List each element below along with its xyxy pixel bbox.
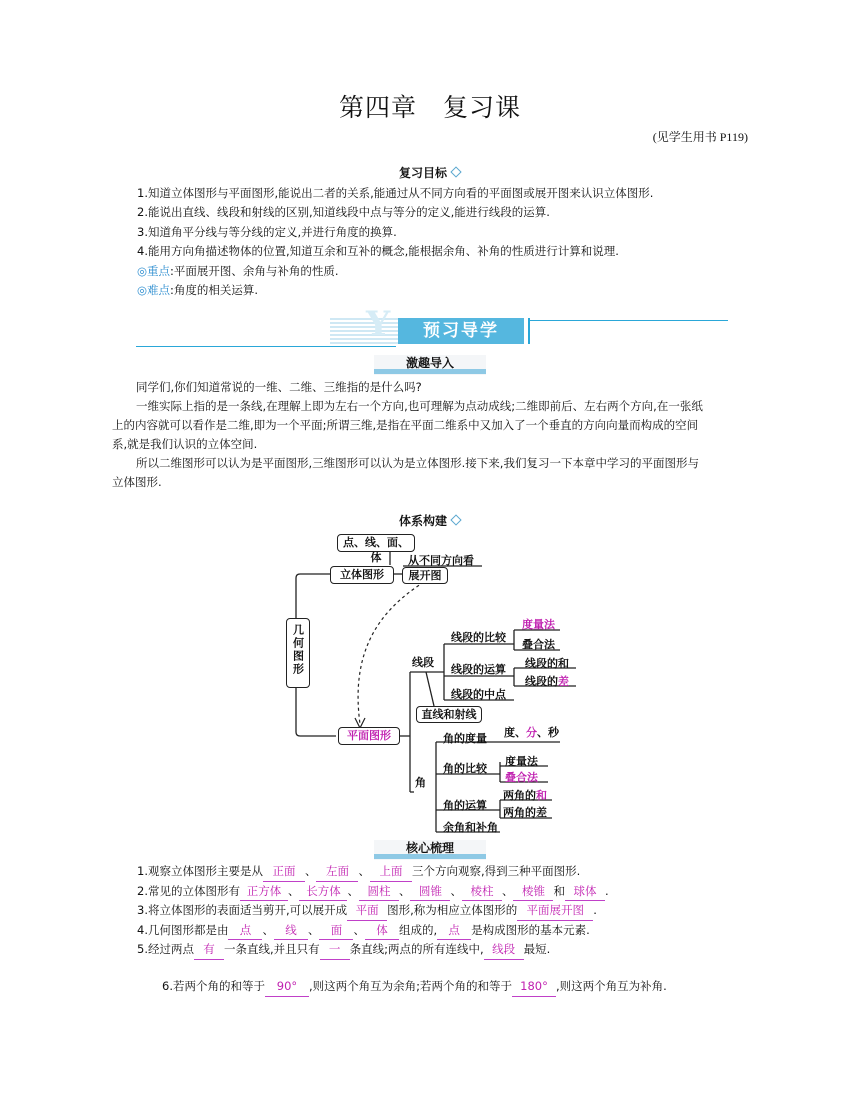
view-label: 从不同方向看 — [408, 554, 474, 567]
line-ray-node: 直线和射线 — [416, 706, 482, 723]
segment-compare: 线段的比较 — [451, 631, 506, 644]
intro-paragraph: 系,就是我们认识的立体空间. — [112, 437, 258, 451]
answer-blank: 上面 — [370, 862, 412, 882]
core-text: 、 — [287, 883, 300, 898]
core-text: 、 — [307, 922, 320, 937]
structure-heading-text: 体系构建 — [399, 514, 448, 528]
unfold-node: 展开图 — [402, 567, 448, 584]
points-lines-node: 点、线、面、体 — [337, 534, 415, 552]
core-list — [137, 862, 609, 960]
answer-blank: 棱锥 — [513, 882, 553, 902]
banner-title: 预习导学 — [398, 318, 524, 344]
angle-units-a: 度、 — [504, 726, 526, 739]
core-item-3 — [137, 901, 609, 921]
answer-blank: 棱柱 — [462, 882, 502, 902]
core-text: 、 — [262, 922, 274, 937]
angle-measure: 角的度量 — [443, 732, 487, 745]
core-text: 2.常见的立体图形有 — [137, 883, 240, 898]
core-text: 3.将立体图形的表面适当剪开,可以展开成 — [137, 903, 348, 918]
intro-paragraph: 同学们,你们知道常说的一维、二维、三维指的是什么吗? — [136, 380, 422, 394]
core-item-5 — [137, 940, 609, 960]
objective-item: 1.知道立体图形与平面图形,能说出二者的关系,能通过从不同方向看的平面图或展开图来认识立体图形. — [137, 186, 654, 200]
root-node — [286, 618, 310, 688]
angle-compare: 角的比较 — [443, 762, 487, 775]
answer-blank: 圆锥 — [410, 882, 450, 902]
answer-blank: 有 — [194, 940, 224, 960]
answer-blank: 90° — [265, 977, 309, 997]
answer-blank: 平面展开图 — [517, 901, 593, 921]
key-point-label: ◎重点 — [137, 263, 171, 278]
answer-blank: 体 — [365, 921, 399, 941]
core-text: ,则这两个角互为补角. — [556, 979, 667, 993]
core-text: 和 — [553, 883, 565, 898]
difficult-point-label: ◎难点 — [137, 283, 171, 298]
segment-sum: 线段的和 — [525, 657, 569, 670]
segment-diff-answer: 差 — [558, 675, 569, 688]
key-point-text: :平面展开图、余角与补角的性质. — [170, 263, 339, 278]
core-text: 、 — [347, 883, 359, 898]
connector-line — [426, 672, 434, 706]
segment-label: 线段 — [412, 656, 434, 669]
answer-blank: 左面 — [316, 862, 358, 882]
core-text: 图形,称为相应立体图形的 — [387, 903, 518, 918]
core-text: 6.若两个角的和等于 — [162, 979, 265, 993]
angle-sum — [503, 787, 547, 803]
angle-units — [504, 724, 559, 740]
angle-measure-method: 度量法 — [505, 755, 538, 768]
core-text: 、 — [398, 883, 411, 898]
intro-heading-text: 激趣导入 — [405, 356, 454, 370]
connector-line — [296, 574, 330, 618]
root-label: 几何图形 — [291, 624, 305, 676]
core-text: 1.观察立体图形主要是从 — [137, 864, 263, 878]
core-text: ,则这两个角互为余角;若两个角的和等于 — [308, 979, 513, 993]
core-heading — [374, 840, 486, 860]
objective-item: 2.能说出直线、线段和射线的区别,知道线段中点与等分的定义,能进行线段的运算. — [137, 205, 550, 220]
core-text: 、 — [358, 864, 370, 878]
page-title: 第四章 复习课 — [338, 93, 521, 122]
answer-blank: 点 — [437, 921, 471, 941]
intro-paragraph: 一维实际上指的是一条线,在理解上即为左右一个方向,也可理解为点动成线;二维即前后、左右两个方向,在一张纸 — [136, 399, 703, 413]
core-text: 、 — [450, 883, 462, 898]
answer-blank: 正方体 — [240, 882, 288, 902]
answer-blank: 点 — [228, 921, 262, 941]
objective-item: 3.知道角平分线与等分线的定义,并进行角度的换算. — [137, 224, 397, 239]
page-reference: (见学生用书 P119) — [652, 130, 748, 144]
difficult-point-text: :角度的相关运算. — [170, 283, 259, 298]
answer-blank: 线段 — [484, 940, 524, 960]
core-text: . — [593, 903, 597, 918]
answer-blank: 面 — [319, 921, 353, 941]
core-text: . — [604, 883, 609, 898]
angle-units-answer: 分 — [526, 726, 537, 739]
answer-blank: 平面 — [347, 901, 387, 921]
core-item-1 — [137, 862, 609, 882]
connector-line — [296, 682, 336, 736]
core-heading-text: 核心梳理 — [405, 841, 454, 855]
angle-sum-answer: 和 — [536, 789, 547, 802]
answer-blank: 180° — [512, 977, 556, 997]
segment-diff — [525, 673, 569, 689]
angle-calc: 角的运算 — [443, 799, 487, 812]
angle-label: 角 — [415, 776, 426, 789]
core-text: 、 — [304, 864, 317, 878]
solid-figure-node: 立体图形 — [330, 566, 394, 584]
core-text: 一条直线,并且只有 — [223, 942, 320, 957]
core-text: 最短. — [523, 942, 551, 957]
core-item-6 — [162, 977, 667, 997]
core-text: 4.几何图形都是由 — [137, 922, 229, 937]
angle-diff: 两角的差 — [503, 806, 547, 819]
intro-paragraph: 立体图形. — [112, 475, 162, 489]
segment-calc: 线段的运算 — [451, 663, 506, 676]
angle-overlap-method: 叠合法 — [505, 771, 538, 784]
answer-blank: 长方体 — [299, 882, 347, 902]
banner-letter: Y — [366, 304, 391, 344]
segment-measure: 度量法 — [522, 618, 555, 631]
intro-paragraph: 上的内容就可以看作是二维,即为一个平面;所谓三维,是指在平面二维系中又加入了一个垂直的方向向量而构成的空间 — [112, 418, 699, 432]
core-text: 、 — [501, 883, 514, 898]
core-text: 、 — [353, 922, 365, 937]
dashed-arrow — [358, 582, 424, 724]
core-text: 三个方向观察,得到三种平面图形. — [411, 864, 581, 878]
core-text: 组成的, — [398, 922, 438, 937]
core-text: 是构成图形的基本元素. — [471, 922, 590, 937]
segment-overlap: 叠合法 — [522, 638, 555, 651]
core-text: 5.经过两点 — [137, 942, 194, 957]
core-text: 条直线;两点的所有连线中, — [349, 942, 484, 957]
objective-item: 4.能用方向角描述物体的位置,知道互余和互补的概念,能根据余角、补角的性质进行计算和说理. — [137, 244, 619, 259]
segment-midpoint: 线段的中点 — [451, 688, 506, 701]
complement-supplement: 余角和补角 — [443, 821, 498, 834]
answer-blank: 正面 — [263, 862, 305, 882]
angle-sum-prefix: 两角的 — [503, 789, 536, 802]
core-item-4 — [137, 921, 609, 941]
segment-diff-prefix: 线段的 — [525, 675, 558, 688]
answer-blank: 圆柱 — [359, 882, 399, 902]
objectives-heading-text: 复习目标 — [399, 166, 448, 180]
core-item-2 — [137, 882, 609, 902]
plane-figure-node: 平面图形 — [338, 727, 400, 745]
answer-blank: 线 — [274, 921, 308, 941]
answer-blank: 球体 — [565, 882, 605, 902]
intro-paragraph: 所以二维图形可以认为是平面图形,三维图形可以认为是立体图形.接下来,我们复习一下本章中学习的平面图形与 — [136, 456, 699, 470]
answer-blank: 一 — [320, 940, 350, 960]
angle-units-c: 、秒 — [537, 726, 559, 739]
